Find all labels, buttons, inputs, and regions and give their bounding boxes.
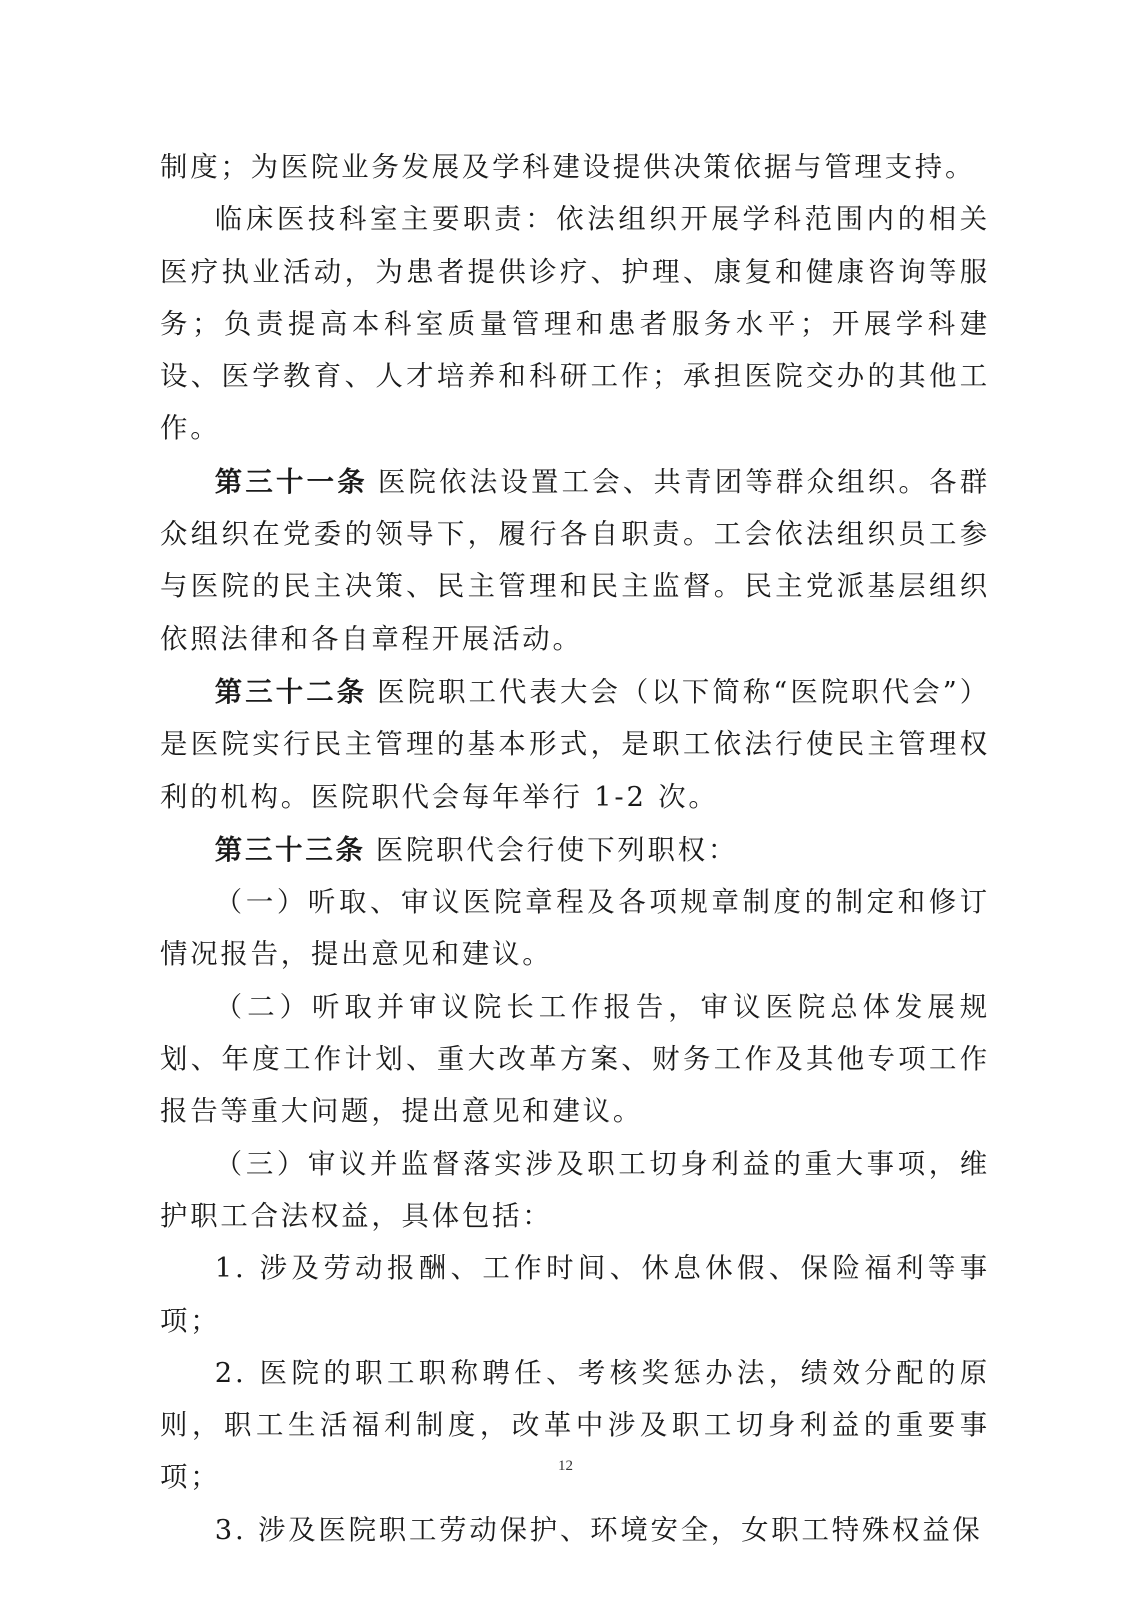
paragraph-text: （二）听取并审议院长工作报告，审议医院总体发展规划、年度工作计划、重大改革方案、财务工作及其他专项工作报告等重大问题，提出意见和建议。 — [160, 991, 990, 1128]
page-number: 12 — [558, 1458, 573, 1474]
paragraph-text: 制度；为医院业务发展及学科建设提供决策依据与管理支持。 — [160, 152, 976, 183]
paragraph-text: 医院依法设置工会、共青团等群众组织。各群众组织在党委的领导下，履行各自职责。工会依法组织员工参与医院的民主决策、民主管理和民主监督。民主党派基层组织依照法律和各自章程开展活动。 — [160, 466, 990, 655]
paragraph-text: 医院职代会行使下列职权： — [375, 834, 739, 866]
sub-item-1 — [160, 1243, 990, 1348]
list-item-2 — [160, 982, 990, 1139]
paragraph-text: 3. 涉及医院职工劳动保护、环境安全，女职工特殊权益保 — [214, 1514, 983, 1546]
article-label: 第三十三条 — [214, 833, 366, 866]
sub-item-2 — [160, 1348, 990, 1505]
paragraph-text: 1. 涉及劳动报酬、工作时间、休息休假、保险福利等事项； — [160, 1253, 990, 1337]
paragraph-text: 临床医技科室主要职责：依法组织开展学科范围内的相关医疗执业活动，为患者提供诊疗、护理、康复和健康咨询等服务；负责提高本科室质量管理和患者服务水平；开展学科建设、医学教育、人才培养和科研工作；承担医院交办的其他工作。 — [160, 204, 990, 445]
paragraph-2 — [160, 194, 990, 455]
paragraph-text: （一）听取、审议医院章程及各项规章制度的制定和修订情况报告，提出意见和建议。 — [160, 887, 990, 971]
paragraph-text: 2. 医院的职工职称聘任、考核奖惩办法，绩效分配的原则，职工生活福利制度，改革中涉及职工切身利益的重要事项； — [160, 1357, 990, 1494]
list-item-1 — [160, 877, 990, 982]
paragraph-text: 医院职工代表大会（以下简称“医院职代会”）是医院实行民主管理的基本形式，是职工依法行使民主管理权利的机构。医院职代会每年举行 1-2 次。 — [160, 676, 990, 813]
sub-item-3 — [160, 1505, 990, 1557]
paragraph-text: （三）审议并监督落实涉及职工切身利益的重大事项，维护职工合法权益，具体包括： — [160, 1148, 990, 1232]
article-31 — [160, 456, 990, 666]
document-body — [160, 142, 990, 1557]
article-label: 第三十一条 — [214, 465, 368, 498]
list-item-3 — [160, 1139, 990, 1244]
paragraph-1 — [160, 142, 990, 194]
article-32 — [160, 666, 990, 824]
article-33 — [160, 824, 990, 877]
article-label: 第三十二条 — [214, 675, 368, 708]
